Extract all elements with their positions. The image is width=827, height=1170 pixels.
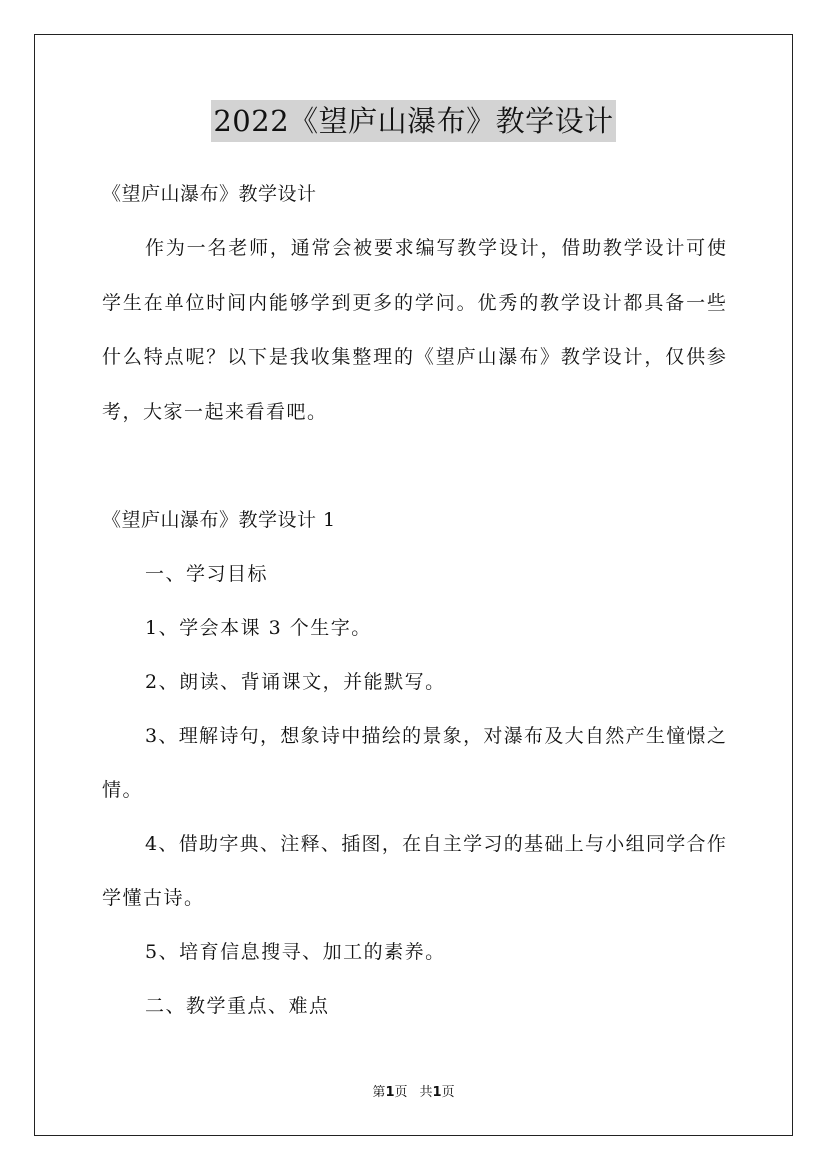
intro-line-2: 学 生 在 单 位 时 间 内 能 够 学 到 更 多 的 学 问 。 优 秀 的 教 学 设 计 都 具 备 一 些 bbox=[102, 292, 726, 314]
goal-3-line-1: 3 、 理 解 诗 句 ， 想 象 诗 中 描 绘 的 景 象 ， 对 瀑 布 及 大 自 然 产 生 憧 憬 之 bbox=[145, 725, 726, 747]
section-heading: 《望庐山瀑布》教学设计 1 bbox=[102, 509, 336, 531]
goal-5: 5、培育信息搜寻、加工的素养。 bbox=[145, 941, 446, 963]
intro-line-3: 什 么 特 点 呢 ？ 以 下 是 我 收 集 整 理 的 《 望 庐 山 瀑 布 》 教 学 设 计 ， 仅 供 参 bbox=[102, 346, 726, 368]
goal-3-line-2: 情。 bbox=[102, 779, 144, 801]
goal-2: 2、朗读、背诵课文，并能默写。 bbox=[145, 671, 446, 693]
total-suffix: 页 bbox=[441, 1085, 455, 1100]
page-total: 1 bbox=[432, 1085, 442, 1100]
goal-4-line-1: 4 、 借 助 字 典 、 注 释 、 插 图 ， 在 自 主 学 习 的 基 础 上 与 小 组 同 学 合 作 bbox=[145, 833, 726, 855]
goal-1: 1、学会本课 3 个生字。 bbox=[145, 617, 372, 639]
page-prefix: 第 bbox=[372, 1085, 386, 1100]
goal-4-line-2: 学懂古诗。 bbox=[102, 887, 205, 909]
goals-heading: 一、学习目标 bbox=[145, 563, 269, 585]
intro-line-1: 作 为 一 名 老 师 ， 通 常 会 被 要 求 编 写 教 学 设 计 ， 借 助 教 学 设 计 可 使 bbox=[145, 237, 726, 259]
title-container bbox=[0, 100, 827, 142]
page-suffix: 页 bbox=[394, 1085, 408, 1100]
document-subtitle: 《望庐山瀑布》教学设计 bbox=[102, 183, 317, 205]
total-prefix: 共 bbox=[419, 1085, 433, 1100]
intro-line-4: 考，大家一起来看看吧。 bbox=[102, 401, 328, 423]
key-points-heading: 二、教学重点、难点 bbox=[145, 995, 330, 1017]
page-footer bbox=[0, 1085, 827, 1101]
page-current: 1 bbox=[385, 1085, 395, 1100]
document-title: 2022《望庐山瀑布》教学设计 bbox=[211, 100, 615, 142]
